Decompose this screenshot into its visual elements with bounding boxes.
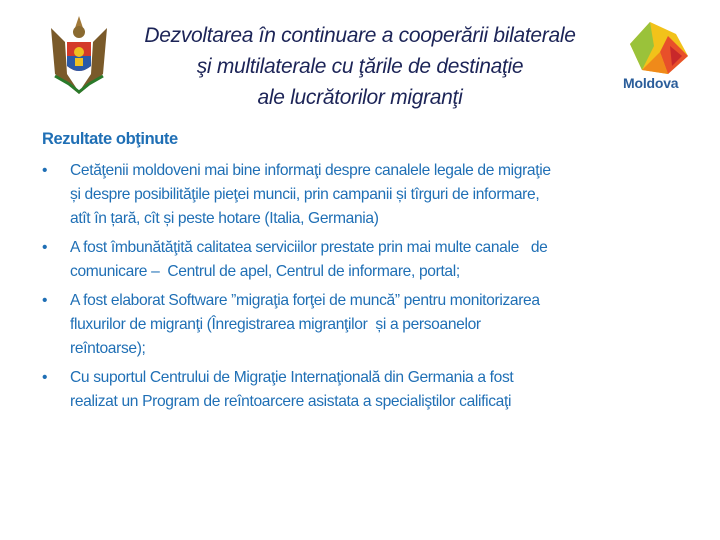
item-line: A fost îmbunătăţită calitatea serviciilor prestate prin mai multe canale de (70, 239, 548, 256)
title-line: ale lucrătorilor migranţi (257, 86, 463, 109)
bullet-icon: • (42, 369, 48, 386)
title-line: şi multilaterale cu ţările de destinaţie (196, 55, 524, 78)
list-item (42, 289, 702, 361)
moldova-logo-text: Moldova (623, 75, 679, 91)
section-heading: Rezultate obţinute (42, 130, 178, 148)
list-item (42, 159, 702, 231)
item-line: reîntoarse); (70, 340, 146, 357)
item-line: realizat un Program de reîntoarcere asistata a specialiştilor calificaţi (70, 393, 512, 410)
item-line: și despre posibilităţile pieţei muncii, prin campanii și tîrguri de informare, (70, 186, 540, 203)
list-item (42, 236, 702, 284)
bullet-icon: • (42, 239, 48, 256)
item-line: A fost elaborat Software ”migraţia forţei de muncă” pentru monitorizarea (70, 292, 540, 309)
bullet-icon: • (42, 162, 48, 179)
item-line: Cu suportul Centrului de Migraţie Internaţională din Germania a fost (70, 369, 514, 386)
list-item (42, 366, 702, 414)
slide-title (100, 20, 620, 113)
item-line: comunicare – Centrul de apel, Centrul de informare, portal; (70, 263, 460, 280)
item-line: atît în țară, cît și peste hotare (Italia, Germania) (70, 210, 379, 227)
bullet-icon: • (42, 292, 48, 309)
item-line: Cetăţenii moldoveni mai bine informaţi despre canalele legale de migraţie (70, 162, 551, 179)
title-line: Dezvoltarea în continuare a cooperării bilaterale (144, 24, 576, 47)
results-list (42, 159, 702, 419)
item-line: fluxurilor de migranţi (Înregistrarea migranţilor și a persoanelor (70, 316, 481, 333)
